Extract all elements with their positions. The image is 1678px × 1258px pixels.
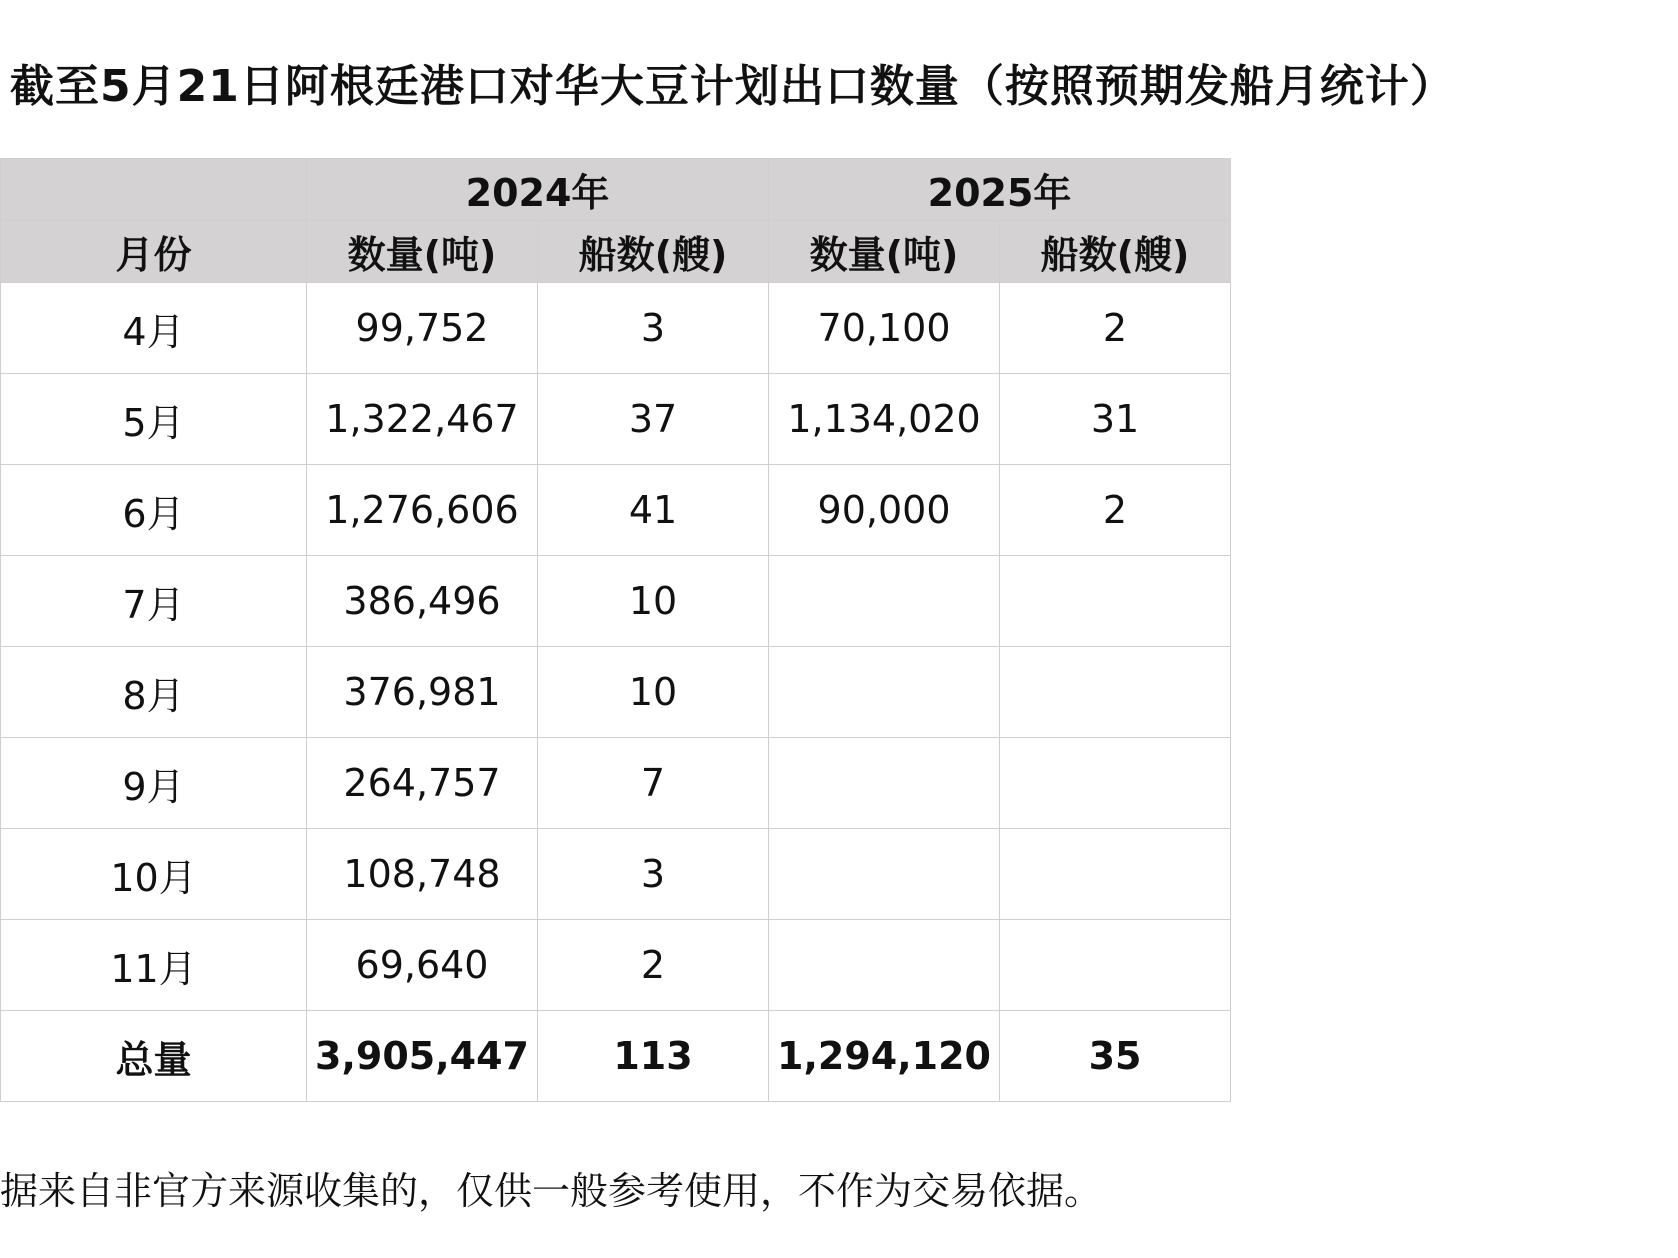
qty-2025-cell: 70,100	[769, 283, 1000, 374]
ships-2024-cell: 37	[538, 374, 769, 465]
qty-2024-cell: 386,496	[307, 556, 538, 647]
ships-2025-cell	[1000, 647, 1231, 738]
qty-2025-cell	[769, 829, 1000, 920]
month-cell: 10月	[1, 829, 307, 920]
table-row	[1, 374, 1231, 465]
table-row	[1, 920, 1231, 1011]
month-cell: 6月	[1, 465, 307, 556]
qty-2025-cell: 90,000	[769, 465, 1000, 556]
ships-2024-cell: 10	[538, 556, 769, 647]
qty-header-2024: 数量(吨)	[307, 221, 538, 283]
month-cell: 8月	[1, 647, 307, 738]
ships-header-2025: 船数(艘)	[1000, 221, 1231, 283]
month-header: 月份	[1, 221, 307, 283]
qty-2024-cell: 376,981	[307, 647, 538, 738]
ships-header-2024: 船数(艘)	[538, 221, 769, 283]
qty-2025-cell	[769, 556, 1000, 647]
month-cell: 5月	[1, 374, 307, 465]
ships-2025-cell	[1000, 920, 1231, 1011]
month-cell: 7月	[1, 556, 307, 647]
qty-2024-cell: 1,322,467	[307, 374, 538, 465]
total-ships-2024: 113	[538, 1011, 769, 1102]
footnote: 据来自非官方来源收集的，仅供一般参考使用，不作为交易依据。	[0, 1169, 1103, 1213]
header-blank-cell	[1, 159, 307, 221]
qty-2025-cell	[769, 920, 1000, 1011]
qty-2025-cell	[769, 647, 1000, 738]
total-qty-2024: 3,905,447	[307, 1011, 538, 1102]
year-header-2025: 2025年	[769, 159, 1231, 221]
ships-2024-cell: 2	[538, 920, 769, 1011]
qty-2025-cell: 1,134,020	[769, 374, 1000, 465]
page-title: 截至5月21日阿根廷港口对华大豆计划出口数量（按照预期发船月统计）	[10, 61, 1455, 112]
table-row	[1, 738, 1231, 829]
qty-2024-cell: 99,752	[307, 283, 538, 374]
qty-2025-cell	[769, 738, 1000, 829]
qty-2024-cell: 69,640	[307, 920, 538, 1011]
qty-2024-cell: 108,748	[307, 829, 538, 920]
total-qty-2025: 1,294,120	[769, 1011, 1000, 1102]
table-row	[1, 283, 1231, 374]
month-cell: 11月	[1, 920, 307, 1011]
ships-2025-cell: 2	[1000, 283, 1231, 374]
ships-2025-cell: 2	[1000, 465, 1231, 556]
ships-2024-cell: 41	[538, 465, 769, 556]
total-row	[1, 1011, 1231, 1102]
ships-2025-cell	[1000, 738, 1231, 829]
ships-2025-cell	[1000, 829, 1231, 920]
ships-2024-cell: 3	[538, 829, 769, 920]
total-label: 总量	[1, 1011, 307, 1102]
table-row	[1, 647, 1231, 738]
qty-2024-cell: 264,757	[307, 738, 538, 829]
ships-2024-cell: 7	[538, 738, 769, 829]
table-row	[1, 829, 1231, 920]
year-header-2024: 2024年	[307, 159, 769, 221]
total-ships-2025: 35	[1000, 1011, 1231, 1102]
qty-header-2025: 数量(吨)	[769, 221, 1000, 283]
ships-2025-cell: 31	[1000, 374, 1231, 465]
ships-2024-cell: 3	[538, 283, 769, 374]
ships-2024-cell: 10	[538, 647, 769, 738]
table-row	[1, 556, 1231, 647]
month-cell: 4月	[1, 283, 307, 374]
ships-2025-cell	[1000, 556, 1231, 647]
column-header-row	[1, 221, 1231, 283]
year-header-row	[1, 159, 1231, 221]
table-row	[1, 465, 1231, 556]
month-cell: 9月	[1, 738, 307, 829]
export-table	[0, 158, 1231, 1102]
qty-2024-cell: 1,276,606	[307, 465, 538, 556]
